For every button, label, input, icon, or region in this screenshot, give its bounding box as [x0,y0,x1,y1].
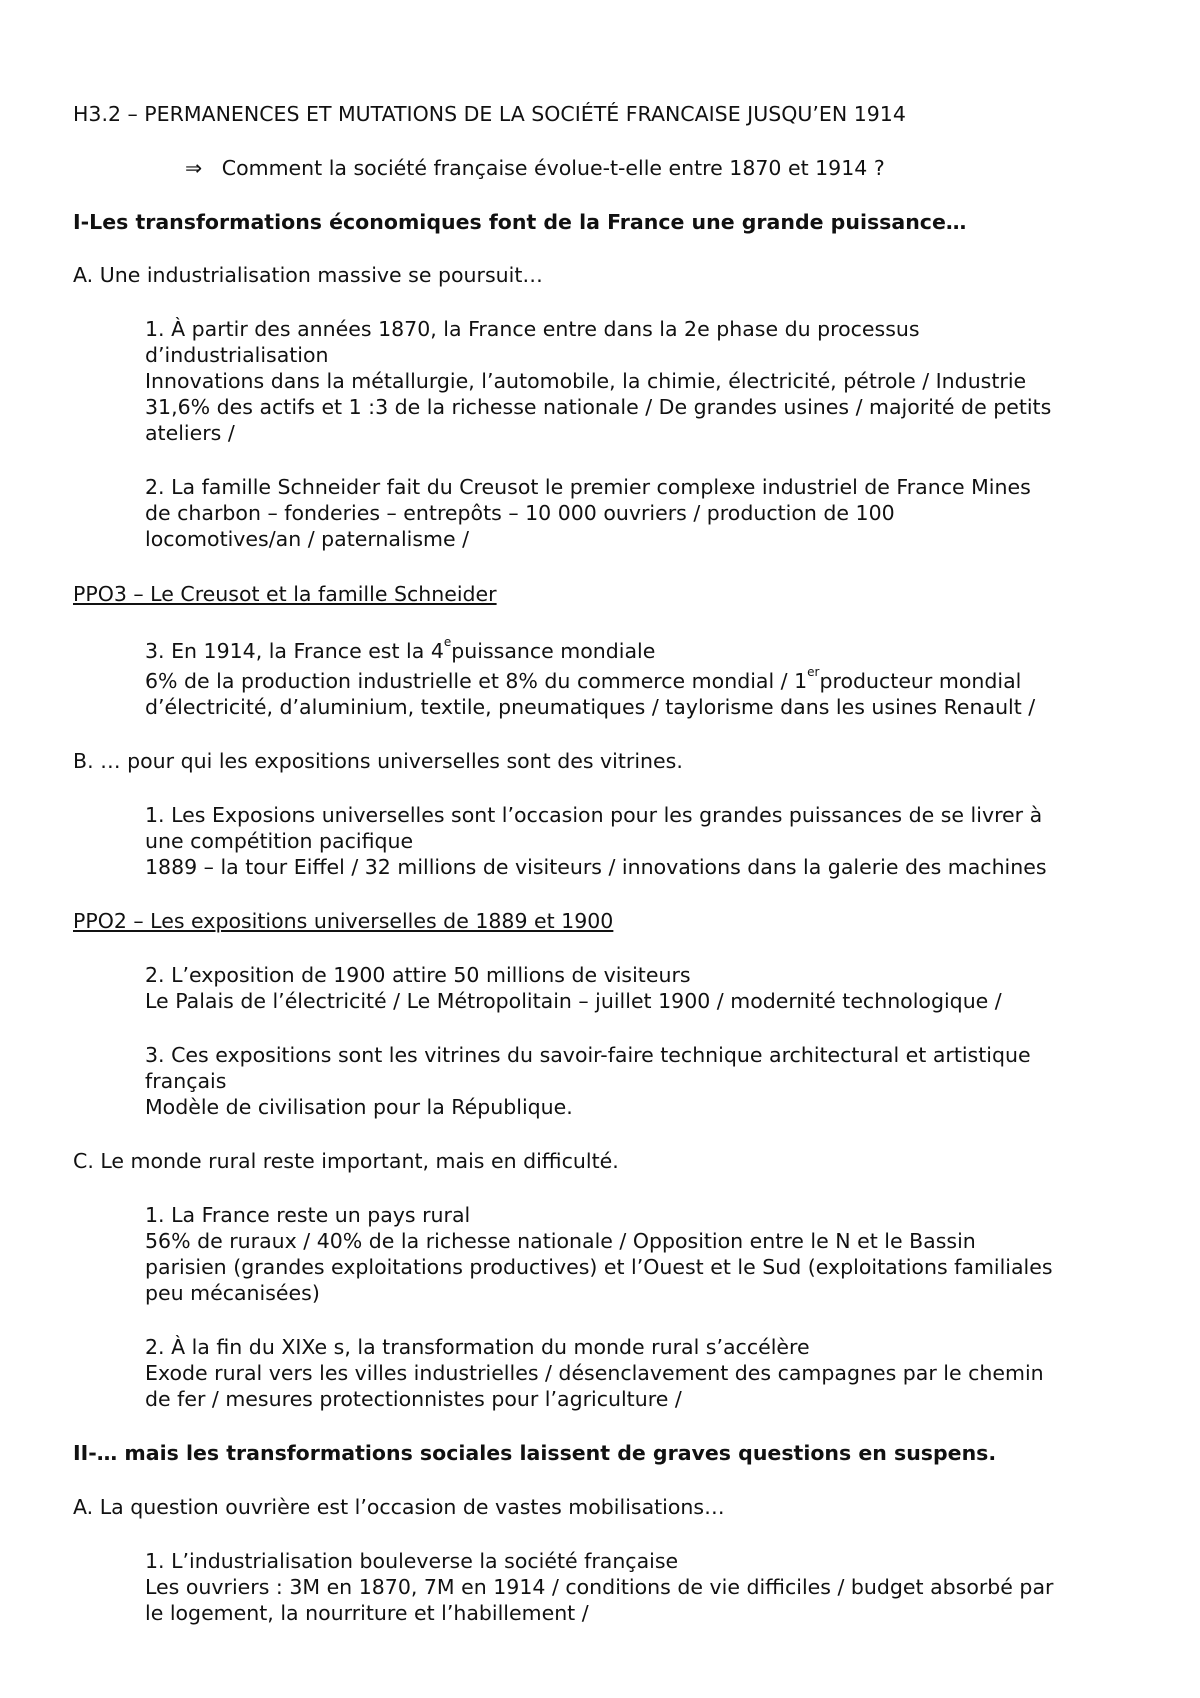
b2-line: 2. L’exposition de 1900 attire 50 millions de visiteurs [145,963,691,987]
a1-line: Innovations dans la métallurgie, l’automobile, la chimie, électricité, pétrole / Industrie [145,369,1027,393]
c1-line: peu mécanisées) [145,1281,320,1305]
b1-line: 1889 – la tour Eiffel / 32 millions de visiteurs / innovations dans la galerie des machines [145,855,1047,879]
problematic-question [185,155,885,181]
section-a2-heading: A. La question ouvrière est l’occasion de vastes mobilisations… [73,1495,725,1519]
a3-text: 3. En 1914, la France est la 4 [145,639,444,663]
b3-line: 3. Ces expositions sont les vitrines du savoir-faire technique architectural et artistique [145,1043,1031,1067]
ordinal-sup: e [443,635,452,649]
c1-line: 56% de ruraux / 40% de la richesse nationale / Opposition entre le N et le Bassin [145,1229,976,1253]
a1-line: 31,6% des actifs et 1 :3 de la richesse nationale / De grandes usines / majorité de petits [145,395,1052,419]
a3-text: producteur mondial [819,669,1022,693]
part1-heading: I-Les transformations économiques font de la France une grande puissance… [73,210,967,234]
ppo3-heading: PPO3 – Le Creusot et la famille Schneider [73,582,497,606]
question-text: Comment la société française évolue-t-elle entre 1870 et 1914 ? [221,156,885,180]
ppo2-heading: PPO2 – Les expositions universelles de 1889 et 1900 [73,909,614,933]
section-a-heading: A. Une industrialisation massive se poursuit… [73,263,543,287]
a1-line: 1. À partir des années 1870, la France entre dans la 2e phase du processus [145,317,920,341]
c2-line: Exode rural vers les villes industrielles / désenclavement des campagnes par le chemin [145,1361,1044,1385]
a3-text: 6% de la production industrielle et 8% du commerce mondial / 1 [145,669,808,693]
a3-line: d’électricité, d’aluminium, textile, pneumatiques / taylorisme dans les usines Renault / [145,695,1036,719]
a2-line: 2. La famille Schneider fait du Creusot le premier complexe industriel de France Mines [145,475,1031,499]
arrow-icon: ⇒ [185,156,203,180]
d1-line: 1. L’industrialisation bouleverse la société française [145,1549,679,1573]
c2-line: 2. À la fin du XIXe s, la transformation du monde rural s’accélère [145,1335,810,1359]
c2-line: de fer / mesures protectionnistes pour l’agriculture / [145,1387,682,1411]
a2-line: de charbon – fonderies – entrepôts – 10 000 ouvriers / production de 100 [145,501,895,525]
ordinal-sup: er [807,665,820,679]
b1-line: une compétition pacifique [145,829,414,853]
a3-text: puissance mondiale [451,639,656,663]
a2-line: locomotives/an / paternalisme / [145,527,470,551]
section-b-heading: B. … pour qui les expositions universelles sont des vitrines. [73,749,683,773]
a3-line [145,635,656,664]
part2-heading: II-… mais les transformations sociales laissent de graves questions en suspens. [73,1441,997,1465]
a1-line: d’industrialisation [145,343,329,367]
a3-line [145,665,1022,694]
section-c-heading: C. Le monde rural reste important, mais en difficulté. [73,1149,619,1173]
d1-line: Les ouvriers : 3M en 1870, 7M en 1914 / conditions de vie difficiles / budget absorbé par [145,1575,1054,1599]
document-title: H3.2 – PERMANENCES ET MUTATIONS DE LA SOCIÉTÉ FRANCAISE JUSQU’EN 1914 [73,102,906,126]
b2-line: Le Palais de l’électricité / Le Métropolitain – juillet 1900 / modernité technologique / [145,989,1002,1013]
c1-line: 1. La France reste un pays rural [145,1203,471,1227]
b3-line: français [145,1069,227,1093]
b1-line: 1. Les Exposions universelles sont l’occasion pour les grandes puissances de se livrer à [145,803,1043,827]
a1-line: ateliers / [145,421,235,445]
b3-line: Modèle de civilisation pour la République. [145,1095,573,1119]
c1-line: parisien (grandes exploitations productives) et l’Ouest et le Sud (exploitations familiales [145,1255,1053,1279]
d1-line: le logement, la nourriture et l’habillement / [145,1601,589,1625]
